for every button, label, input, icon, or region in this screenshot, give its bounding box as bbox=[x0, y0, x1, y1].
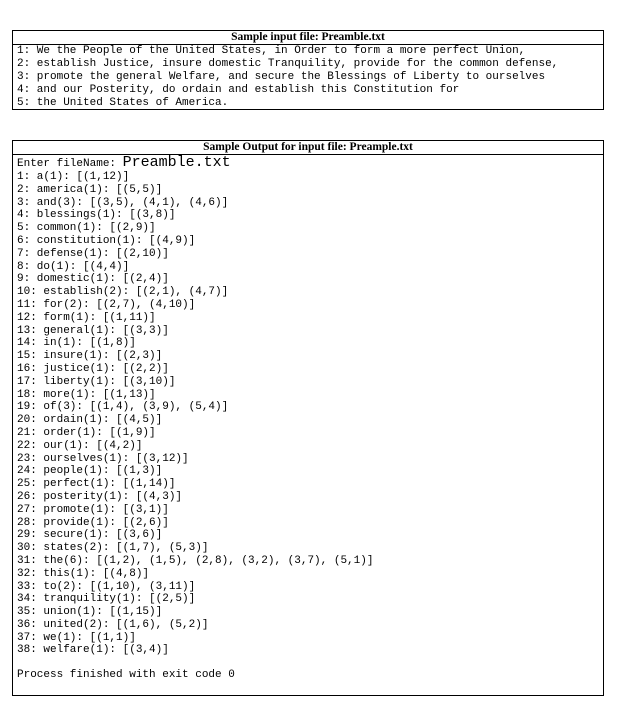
word-index-list bbox=[17, 171, 603, 657]
output-line: 37: we(1): [(1,1)] bbox=[17, 631, 136, 644]
output-line: 16: justice(1): [(2,2)] bbox=[17, 362, 169, 375]
input-line: 4: and our Posterity, do ordain and establish this Constitution for bbox=[17, 84, 460, 96]
input-file-lines bbox=[13, 45, 603, 110]
output-line: 18: more(1): [(1,13)] bbox=[17, 388, 156, 401]
output-line: 19: of(3): [(1,4), (3,9), (5,4)] bbox=[17, 401, 229, 414]
output-line: 31: the(6): [(1,2), (1,5), (2,8), (3,2), (3,7), (5,1)] bbox=[17, 554, 374, 567]
output-line: 23: ourselves(1): [(3,12)] bbox=[17, 452, 189, 465]
console-output bbox=[13, 155, 603, 682]
output-panel-title: Sample Output for input file: Preample.txt bbox=[13, 141, 603, 155]
input-panel-title: Sample input file: Preamble.txt bbox=[13, 31, 603, 45]
output-line: 14: in(1): [(1,8)] bbox=[17, 337, 136, 350]
output-line: 25: perfect(1): [(1,14)] bbox=[17, 478, 176, 491]
filename-prompt bbox=[17, 155, 603, 171]
input-line: 3: promote the general Welfare, and secure the Blessings of Liberty to ourselves bbox=[17, 71, 546, 83]
output-line: 7: defense(1): [(2,10)] bbox=[17, 247, 169, 260]
output-line: 12: form(1): [(1,11)] bbox=[17, 311, 156, 324]
output-line: 9: domestic(1): [(2,4)] bbox=[17, 273, 169, 286]
output-line: 26: posterity(1): [(4,3)] bbox=[17, 490, 183, 503]
prompt-filename: Preamble.txt bbox=[122, 155, 231, 171]
output-line: 8: do(1): [(4,4)] bbox=[17, 260, 130, 273]
output-line: 34: tranquility(1): [(2,5)] bbox=[17, 593, 196, 606]
output-line: 22: our(1): [(4,2)] bbox=[17, 439, 143, 452]
output-line: 32: this(1): [(4,8)] bbox=[17, 567, 150, 580]
output-line: 38: welfare(1): [(3,4)] bbox=[17, 644, 169, 657]
output-line: 13: general(1): [(3,3)] bbox=[17, 324, 169, 337]
output-line: 17: liberty(1): [(3,10)] bbox=[17, 375, 176, 388]
exit-message: Process finished with exit code 0 bbox=[17, 669, 235, 682]
output-line: 6: constitution(1): [(4,9)] bbox=[17, 234, 196, 247]
output-line: 35: union(1): [(1,15)] bbox=[17, 606, 163, 619]
output-line: 4: blessings(1): [(3,8)] bbox=[17, 209, 176, 222]
output-line: 29: secure(1): [(3,6)] bbox=[17, 529, 163, 542]
output-line: 3: and(3): [(3,5), (4,1), (4,6)] bbox=[17, 196, 229, 209]
prompt-label: Enter fileName: bbox=[17, 158, 123, 170]
output-line: 15: insure(1): [(2,3)] bbox=[17, 350, 163, 363]
input-line: 5: the United States of America. bbox=[17, 97, 229, 109]
output-line: 2: america(1): [(5,5)] bbox=[17, 183, 163, 196]
output-line: 24: people(1): [(1,3)] bbox=[17, 465, 163, 478]
output-panel bbox=[12, 140, 604, 696]
output-line: 1: a(1): [(1,12)] bbox=[17, 171, 130, 183]
output-line: 28: provide(1): [(2,6)] bbox=[17, 516, 169, 529]
output-line: 30: states(2): [(1,7), (5,3)] bbox=[17, 542, 209, 555]
output-line: 20: ordain(1): [(4,5)] bbox=[17, 414, 163, 427]
output-line: 10: establish(2): [(2,1), (4,7)] bbox=[17, 286, 229, 299]
input-file-panel bbox=[12, 30, 604, 110]
output-line: 11: for(2): [(2,7), (4,10)] bbox=[17, 298, 196, 311]
input-line: 2: establish Justice, insure domestic Tranquility, provide for the common defense, bbox=[17, 58, 559, 70]
output-line: 36: united(2): [(1,6), (5,2)] bbox=[17, 618, 209, 631]
output-line: 21: order(1): [(1,9)] bbox=[17, 426, 156, 439]
input-line: 1: We the People of the United States, in Order to form a more perfect Union, bbox=[17, 45, 526, 57]
output-line: 33: to(2): [(1,10), (3,11)] bbox=[17, 580, 196, 593]
output-line: 5: common(1): [(2,9)] bbox=[17, 222, 156, 235]
blank-line bbox=[17, 657, 603, 669]
output-line: 27: promote(1): [(3,1)] bbox=[17, 503, 169, 516]
